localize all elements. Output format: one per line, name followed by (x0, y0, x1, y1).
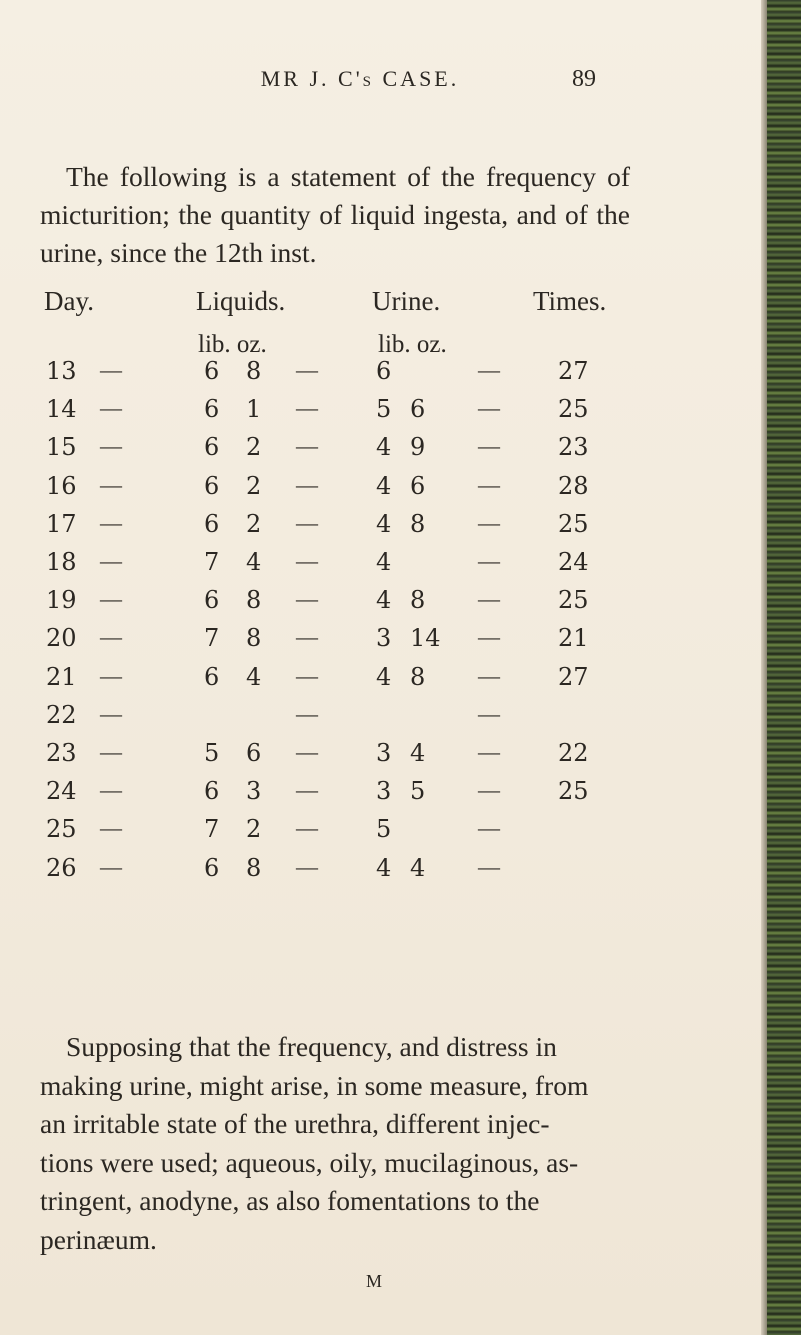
cell-dash: — (100, 662, 122, 688)
unit-urine: lib. oz. (378, 331, 447, 358)
cell-day: 14 (46, 395, 77, 424)
cell-liquids-oz: 1 (246, 395, 262, 424)
cell-dash: — (100, 586, 122, 612)
cell-dash: — (478, 624, 500, 650)
cell-liquids-oz: 2 (246, 433, 262, 462)
cell-urine-oz: 8 (410, 662, 426, 691)
cell-times: 25 (558, 586, 589, 615)
cell-dash: — (296, 777, 318, 803)
cell-urine-oz: 6 (410, 395, 426, 424)
cell-dash: — (100, 471, 122, 497)
cell-day: 17 (46, 509, 77, 538)
cell-dash: — (478, 471, 500, 497)
cell-liquids-oz: 6 (246, 739, 262, 767)
cell-day: 13 (46, 357, 77, 385)
cell-dash: — (478, 586, 500, 612)
cell-urine-lib: 3 (376, 777, 392, 806)
cell-dash: — (296, 395, 318, 421)
cell-dash: — (296, 357, 318, 382)
closing-line: making urine, might arise, in some measure, from (40, 1069, 589, 1101)
cell-dash: — (296, 815, 318, 841)
cell-day: 20 (46, 624, 77, 653)
cell-urine-oz: 8 (410, 509, 426, 538)
cell-times: 24 (558, 548, 589, 576)
closing-line: perinæum. (40, 1223, 157, 1255)
cell-liquids-lib: 5 (204, 739, 220, 767)
cell-dash: — (296, 662, 318, 688)
cell-urine-oz: 14 (410, 624, 441, 653)
header-liquids: Liquids. (196, 286, 286, 316)
cell-liquids-lib: 6 (204, 357, 220, 385)
cell-urine-lib: 4 (376, 853, 392, 882)
cell-day: 24 (46, 777, 77, 806)
cell-liquids-oz: 4 (246, 662, 262, 691)
cell-day: 21 (46, 662, 77, 691)
cell-dash: — (100, 395, 122, 421)
closing-line: tions were used; aqueous, oily, mucilaginous, as- (40, 1146, 579, 1178)
cell-dash: — (100, 853, 122, 879)
cell-day: 19 (46, 586, 77, 615)
cell-liquids-lib: 7 (204, 815, 220, 844)
cell-urine-oz: 9 (410, 433, 426, 462)
cell-dash: — (478, 739, 500, 764)
cell-urine-lib: 3 (376, 739, 392, 767)
cell-dash: — (100, 624, 122, 650)
cell-urine-oz: 6 (410, 471, 426, 500)
cell-times: 21 (558, 624, 589, 653)
cell-urine-lib: 4 (376, 509, 392, 538)
cell-times: 25 (558, 777, 589, 806)
cell-liquids-lib: 6 (204, 662, 220, 691)
cell-urine-oz: 8 (410, 586, 426, 615)
cell-dash: — (100, 548, 122, 573)
cell-dash: — (296, 853, 318, 879)
cell-liquids-oz: 4 (246, 548, 262, 576)
cell-day: 18 (46, 548, 77, 576)
cell-dash: — (296, 509, 318, 535)
cell-urine-lib: 4 (376, 586, 392, 615)
cell-liquids-oz: 8 (246, 586, 262, 615)
cell-dash: — (478, 700, 500, 726)
cell-dash: — (296, 700, 318, 726)
cell-dash: — (478, 395, 500, 421)
cell-day: 15 (46, 433, 77, 462)
unit-liquids: lib. oz. (198, 331, 267, 358)
cell-urine-lib: 4 (376, 662, 392, 691)
running-title: MR J. C's CASE. (260, 66, 460, 91)
cell-liquids-lib: 6 (204, 471, 220, 500)
cell-dash: — (296, 586, 318, 612)
cell-day: 25 (46, 815, 77, 844)
cell-day: 26 (46, 853, 77, 882)
header-day: Day. (44, 286, 94, 316)
cell-urine-lib: 5 (376, 815, 392, 844)
cell-liquids-lib: 7 (204, 624, 220, 653)
cell-dash: — (100, 509, 122, 535)
cell-liquids-oz: 8 (246, 357, 262, 385)
cell-dash: — (100, 357, 122, 382)
cell-day: 16 (46, 471, 77, 500)
closing-line: tringent, anodyne, as also fomentations to the (40, 1185, 540, 1216)
cell-dash: — (100, 815, 122, 841)
cell-dash: — (296, 433, 318, 459)
cell-day: 22 (46, 700, 77, 729)
cell-liquids-lib: 6 (204, 777, 220, 806)
cell-dash: — (478, 509, 500, 535)
cell-liquids-lib: 6 (204, 395, 220, 424)
closing-paragraph (40, 1028, 630, 1259)
page-header (0, 66, 801, 106)
cell-urine-oz: 5 (410, 777, 426, 806)
cell-urine-lib: 6 (376, 357, 392, 385)
cell-urine-lib: 4 (376, 471, 392, 500)
cell-dash: — (478, 548, 500, 573)
cell-dash: — (478, 433, 500, 459)
cell-dash: — (296, 624, 318, 650)
cell-liquids-lib: 6 (204, 853, 220, 882)
cell-urine-oz: 4 (410, 739, 426, 767)
cell-times: 22 (558, 739, 589, 767)
cell-liquids-oz: 8 (246, 853, 262, 882)
page-number: 89 (572, 66, 596, 92)
cell-dash: — (100, 700, 122, 726)
cell-liquids-lib: 6 (204, 509, 220, 538)
cell-dash: — (100, 433, 122, 459)
cell-urine-lib: 3 (376, 624, 392, 653)
cell-dash: — (478, 815, 500, 841)
cell-times: 25 (558, 395, 589, 424)
cell-dash: — (478, 662, 500, 688)
cell-dash: — (296, 548, 318, 573)
signature-mark: M (366, 1271, 384, 1291)
cell-dash: — (478, 777, 500, 803)
cell-dash: — (478, 853, 500, 879)
cell-liquids-oz: 8 (246, 624, 262, 653)
cell-liquids-oz: 2 (246, 815, 262, 844)
cell-day: 23 (46, 739, 77, 767)
cell-times: 28 (558, 471, 589, 500)
intro-paragraph: The following is a statement of the frequency of micturition; the quantity of liquid ingesta, and of the urine, since the 12th inst. (40, 160, 630, 268)
cell-urine-lib: 4 (376, 433, 392, 462)
header-urine: Urine. (372, 286, 441, 316)
closing-line: an irritable state of the urethra, different injec- (40, 1108, 550, 1139)
cell-dash: — (296, 471, 318, 497)
closing-line: Supposing that the frequency, and distress in (66, 1031, 557, 1062)
cell-times: 27 (558, 357, 589, 385)
header-times: Times. (533, 286, 607, 316)
cell-liquids-lib: 6 (204, 433, 220, 462)
book-edge (767, 0, 801, 1335)
cell-liquids-lib: 7 (204, 548, 220, 576)
cell-times: 23 (558, 433, 589, 462)
cell-liquids-oz: 3 (246, 777, 262, 806)
cell-times: 27 (558, 662, 589, 691)
cell-dash: — (100, 777, 122, 803)
cell-dash: — (296, 739, 318, 764)
cell-liquids-oz: 2 (246, 471, 262, 500)
cell-times: 25 (558, 509, 589, 538)
cell-liquids-lib: 6 (204, 586, 220, 615)
cell-dash: — (478, 357, 500, 382)
cell-urine-lib: 4 (376, 548, 392, 576)
cell-dash: — (100, 739, 122, 764)
cell-liquids-oz: 2 (246, 509, 262, 538)
cell-urine-lib: 5 (376, 395, 392, 424)
cell-urine-oz: 4 (410, 853, 426, 882)
